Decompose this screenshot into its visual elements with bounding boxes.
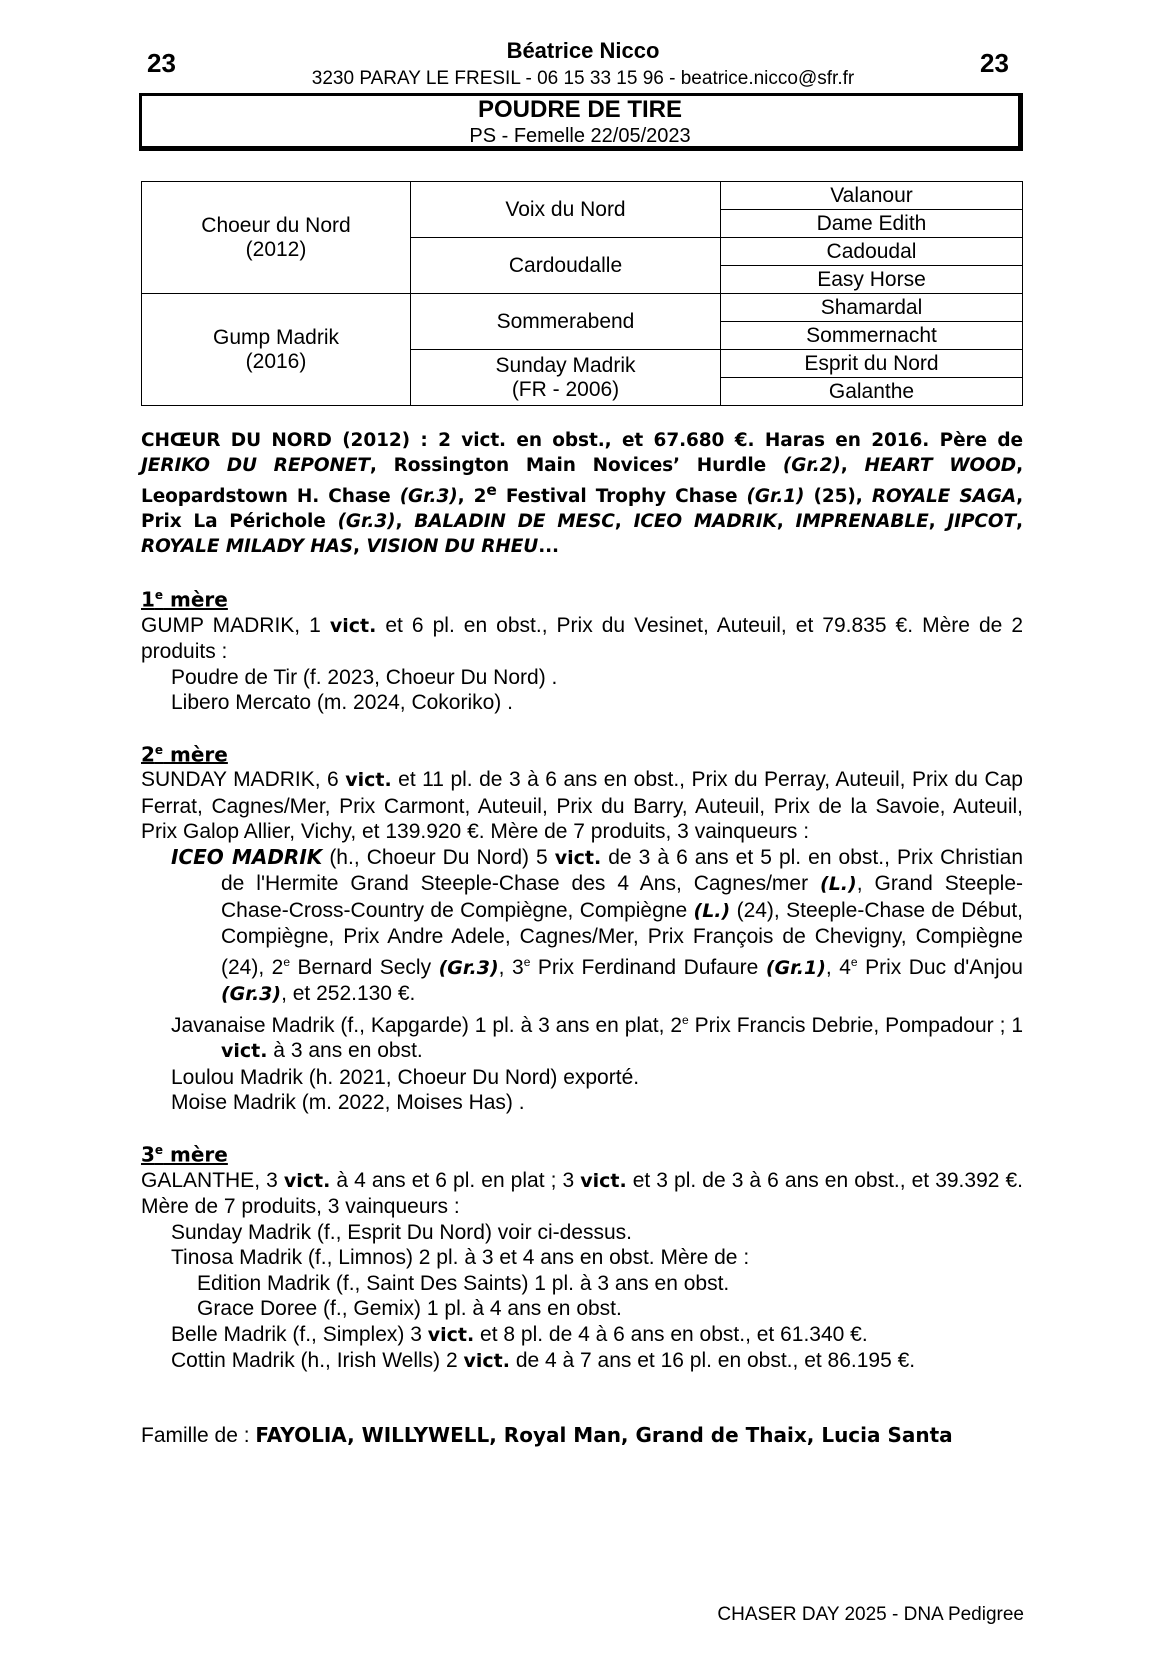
pedigree-notes [141, 428, 1023, 1448]
pedigree-sire-sire: Voix du Nord [411, 182, 721, 238]
list-item: Javanaise Madrik (f., Kapgarde) 1 pl. à 3 ans en plat, 2e Prix Francis Debrie, Pompadour ; 1 vict. à 3 ans en obst. [171, 1012, 1024, 1063]
horse-details: PS - Femelle 22/05/2023 [469, 125, 691, 147]
pedigree-g3: Valanour [721, 182, 1023, 210]
list-item: Loulou Madrik (h. 2021, Choeur Du Nord) exporté. [171, 1065, 640, 1089]
list-item: Moise Madrik (m. 2022, Moises Has) . [171, 1091, 525, 1115]
third-dam-heading: 3e mère [141, 1142, 228, 1167]
horse-name: POUDRE DE TIRE [477, 96, 683, 123]
pedigree-dam-dam: Sunday Madrik (FR - 2006) [411, 350, 721, 406]
list-item: Grace Doree (f., Gemix) 1 pl. à 4 ans en obst. [197, 1297, 622, 1321]
pedigree-sire-dam: Cardoudalle [411, 238, 721, 294]
pedigree-table [141, 181, 1023, 406]
pedigree-g3: Shamardal [721, 294, 1023, 322]
list-item: Tinosa Madrik (f., Limnos) 2 pl. à 3 et 4 ans en obst. Mère de : [171, 1246, 750, 1270]
list-item: Sunday Madrik (f., Esprit Du Nord) voir ci-dessus. [171, 1220, 632, 1244]
seller-name: Béatrice Nicco [506, 38, 660, 63]
second-dam-heading: 2e mère [141, 742, 228, 767]
pedigree-g3: Easy Horse [721, 266, 1023, 294]
first-dam-record: GUMP MADRIK, 1 vict. et 6 pl. en obst., Prix du Vesinet, Auteuil, et 79.835 €. Mère de 2 produits : [141, 613, 1023, 664]
pedigree-sire: Choeur du Nord (2012) [142, 182, 411, 294]
pedigree-g3: Sommernacht [721, 322, 1023, 350]
sire-note: CHŒUR DU NORD (2012) : 2 vict. en obst., et 67.680 €. Haras en 2016. Père de JERIKO DU REPONET, Rossington Main Novices’ Hurdle (Gr.2), HEART WOOD, Leopardstown H. Chase (Gr.3), 2e Festival Trophy Chase (Gr.1) (25), ROYALE SAGA, Prix La Périchole (Gr.3), BALADIN DE MESC, ICEO MADRIK, IMPRENABLE, JIPCOT, ROYALE MILADY HAS, VISION DU RHEU... [141, 430, 1023, 558]
horse-title-box [139, 93, 1023, 151]
list-item: Cottin Madrik (h., Irish Wells) 2 vict. de 4 à 7 ans et 16 pl. en obst., et 86.195 €. [171, 1349, 916, 1373]
list-item: Belle Madrik (f., Simplex) 3 vict. et 8 pl. de 4 à 6 ans en obst., et 61.340 €. [171, 1322, 868, 1346]
pedigree-g3: Galanthe [721, 378, 1023, 406]
pedigree-g3: Esprit du Nord [721, 350, 1023, 378]
second-dam-record: SUNDAY MADRIK, 6 vict. et 11 pl. de 3 à 6 ans en obst., Prix du Perray, Auteuil, Prix du Cap Ferrat, Cagnes/Mer, Prix Carmont, Auteuil, Prix du Barry, Auteuil, Prix de la Savoie, Auteuil, Prix Galop Allier, Vichy, et 139.920 €. Mère de 7 produits, 3 vainqueurs : [141, 768, 1023, 844]
lot-number-left: 23 [147, 48, 176, 78]
list-item: Libero Mercato (m. 2024, Cokoriko) . [171, 691, 513, 715]
pedigree-g3: Cadoudal [721, 238, 1023, 266]
list-item: Edition Madrik (f., Saint Des Saints) 1 pl. à 3 ans en obst. [197, 1271, 730, 1295]
pedigree-dam-sire: Sommerabend [411, 294, 721, 350]
third-dam-record: GALANTHE, 3 vict. à 4 ans et 6 pl. en plat ; 3 vict. et 3 pl. de 3 à 6 ans en obst., et 39.392 €. Mère de 7 produits, 3 vainqueurs : [141, 1168, 1023, 1219]
first-dam-heading: 1e mère [141, 587, 228, 612]
pedigree-dam: Gump Madrik (2016) [142, 294, 411, 406]
pedigree-g3: Dame Edith [721, 210, 1023, 238]
list-item: ICEO MADRIK (h., Choeur Du Nord) 5 vict. de 3 à 6 ans et 5 pl. en obst., Prix Christian de l'Hermite Grand Steeple-Chase des 4 Ans, Cagnes/mer (L.), Grand Steeple-Chase-Cross-Country de Compiègne, Compiègne (L.) (24), Steeple-Chase de Début, Compiègne, Prix Andre Adele, Cagnes/Mer, Prix François de Chevigny, Compiègne (24), 2e Bernard Secly (Gr.3), 3e Prix Ferdinand Dufaure (Gr.1), 4e Prix Duc d'Anjou (Gr.3), et 252.130 €. [171, 844, 1024, 1006]
page-footer: CHASER DAY 2025 - DNA Pedigree [717, 1604, 1024, 1625]
list-item: Poudre de Tir (f. 2023, Choeur Du Nord) . [171, 665, 558, 689]
seller-address: 3230 PARAY LE FRESIL - 06 15 33 15 96 - beatrice.nicco@sfr.fr [311, 68, 855, 89]
lot-number-right: 23 [980, 48, 1009, 78]
family-line: Famille de : FAYOLIA, WILLYWELL, Royal Man, Grand de Thaix, Lucia Santa [141, 1422, 953, 1447]
